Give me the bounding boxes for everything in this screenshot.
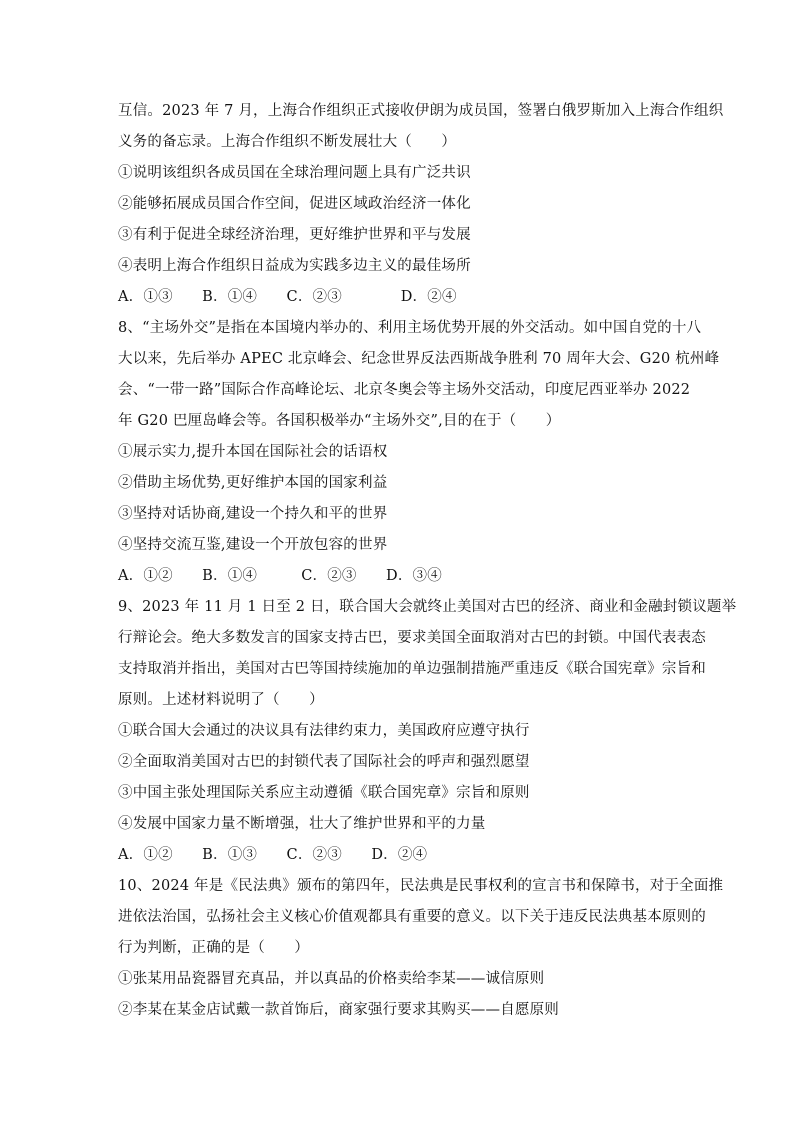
q9-option-4: ④发展中国家力量不断增强，壮大了维护世界和平的力量 (118, 816, 486, 832)
q7-option-3: ③有利于促进全球经济治理，更好维护世界和平与发展 (118, 227, 471, 243)
q9-option-1: ①联合国大会通过的决议具有法律约束力，美国政府应遵守执行 (118, 723, 530, 739)
q8-option-2: ②借助主场优势,更好维护本国的国家利益 (118, 475, 388, 491)
q8-stem-line-3: 会、“一带一路”国际合作高峰论坛、北京冬奥会等主场外交活动，印度尼西亚举办 2022 (118, 382, 691, 398)
q7-stem-line-1: 互信。2023 年 7 月，上海合作组织正式接收伊朗为成员国，签署白俄罗斯加入上海合作组织 (118, 103, 724, 119)
q9-option-2: ②全面取消美国对古巴的封锁代表了国际社会的呼声和强烈愿望 (118, 754, 530, 770)
q7-choices: A．①③ B．①④ C．②③ D．②④ (118, 289, 457, 305)
q9-choices: A．①② B．①③ C．②③ D．②④ (118, 847, 428, 863)
q8-stem-line-2: 大以来，先后举办 APEC 北京峰会、纪念世界反法西斯战争胜利 70 周年大会、G20 杭州峰 (118, 351, 720, 367)
q8-option-4: ④坚持交流互鉴,建设一个开放包容的世界 (118, 537, 388, 553)
q7-option-1: ①说明该组织各成员国在全球治理问题上具有广泛共识 (118, 165, 471, 181)
q9-stem-line-1: 9、2023 年 11 月 1 日至 2 日，联合国大会就终止美国对古巴的经济、商业和金融封锁议题举 (118, 599, 737, 615)
q10-stem-line-1: 10、2024 年是《民法典》颁布的第四年，民法典是民事权利的宣言书和保障书，对于全面推 (118, 878, 724, 894)
q9-stem-line-4: 原则。上述材料说明了（ ） (118, 692, 324, 708)
q9-stem-line-3: 支持取消并指出，美国对古巴等国持续施加的单边强制措施严重违反《联合国宪章》宗旨和 (118, 661, 706, 677)
q8-choices: A．①② B．①④ C．②③ D．③④ (118, 568, 442, 584)
q10-option-1: ①张某用品瓷器冒充真品，并以真品的价格卖给李某——诚信原则 (118, 971, 545, 987)
q7-option-2: ②能够拓展成员国合作空间，促进区域政治经济一体化 (118, 196, 471, 212)
q9-option-3: ③中国主张处理国际关系应主动遵循《联合国宪章》宗旨和原则 (118, 785, 530, 801)
q10-option-2: ②李某在某金店试戴一款首饰后，商家强行要求其购买——自愿原则 (118, 1002, 559, 1018)
q8-stem-line-4: 年 G20 巴厘岛峰会等。各国积极举办“主场外交”,目的在于（ ） (118, 413, 561, 429)
q8-option-3: ③坚持对话协商,建设一个持久和平的世界 (118, 506, 388, 522)
q8-stem-line-1: 8、“主场外交”是指在本国境内举办的、利用主场优势开展的外交活动。如中国自党的十八 (118, 320, 702, 336)
q10-stem-line-3: 行为判断，正确的是（ ） (118, 940, 310, 956)
q7-stem-line-2: 义务的备忘录。上海合作组织不断发展壮大（ ） (118, 134, 457, 150)
q8-option-1: ①展示实力,提升本国在国际社会的话语权 (118, 444, 388, 460)
q9-stem-line-2: 行辩论会。绝大多数发言的国家支持古巴，要求美国全面取消对古巴的封锁。中国代表表态 (118, 630, 706, 646)
q10-stem-line-2: 进依法治国，弘扬社会主义核心价值观都具有重要的意义。以下关于违反民法典基本原则的 (118, 909, 706, 925)
q7-option-4: ④表明上海合作组织日益成为实践多边主义的最佳场所 (118, 258, 471, 274)
